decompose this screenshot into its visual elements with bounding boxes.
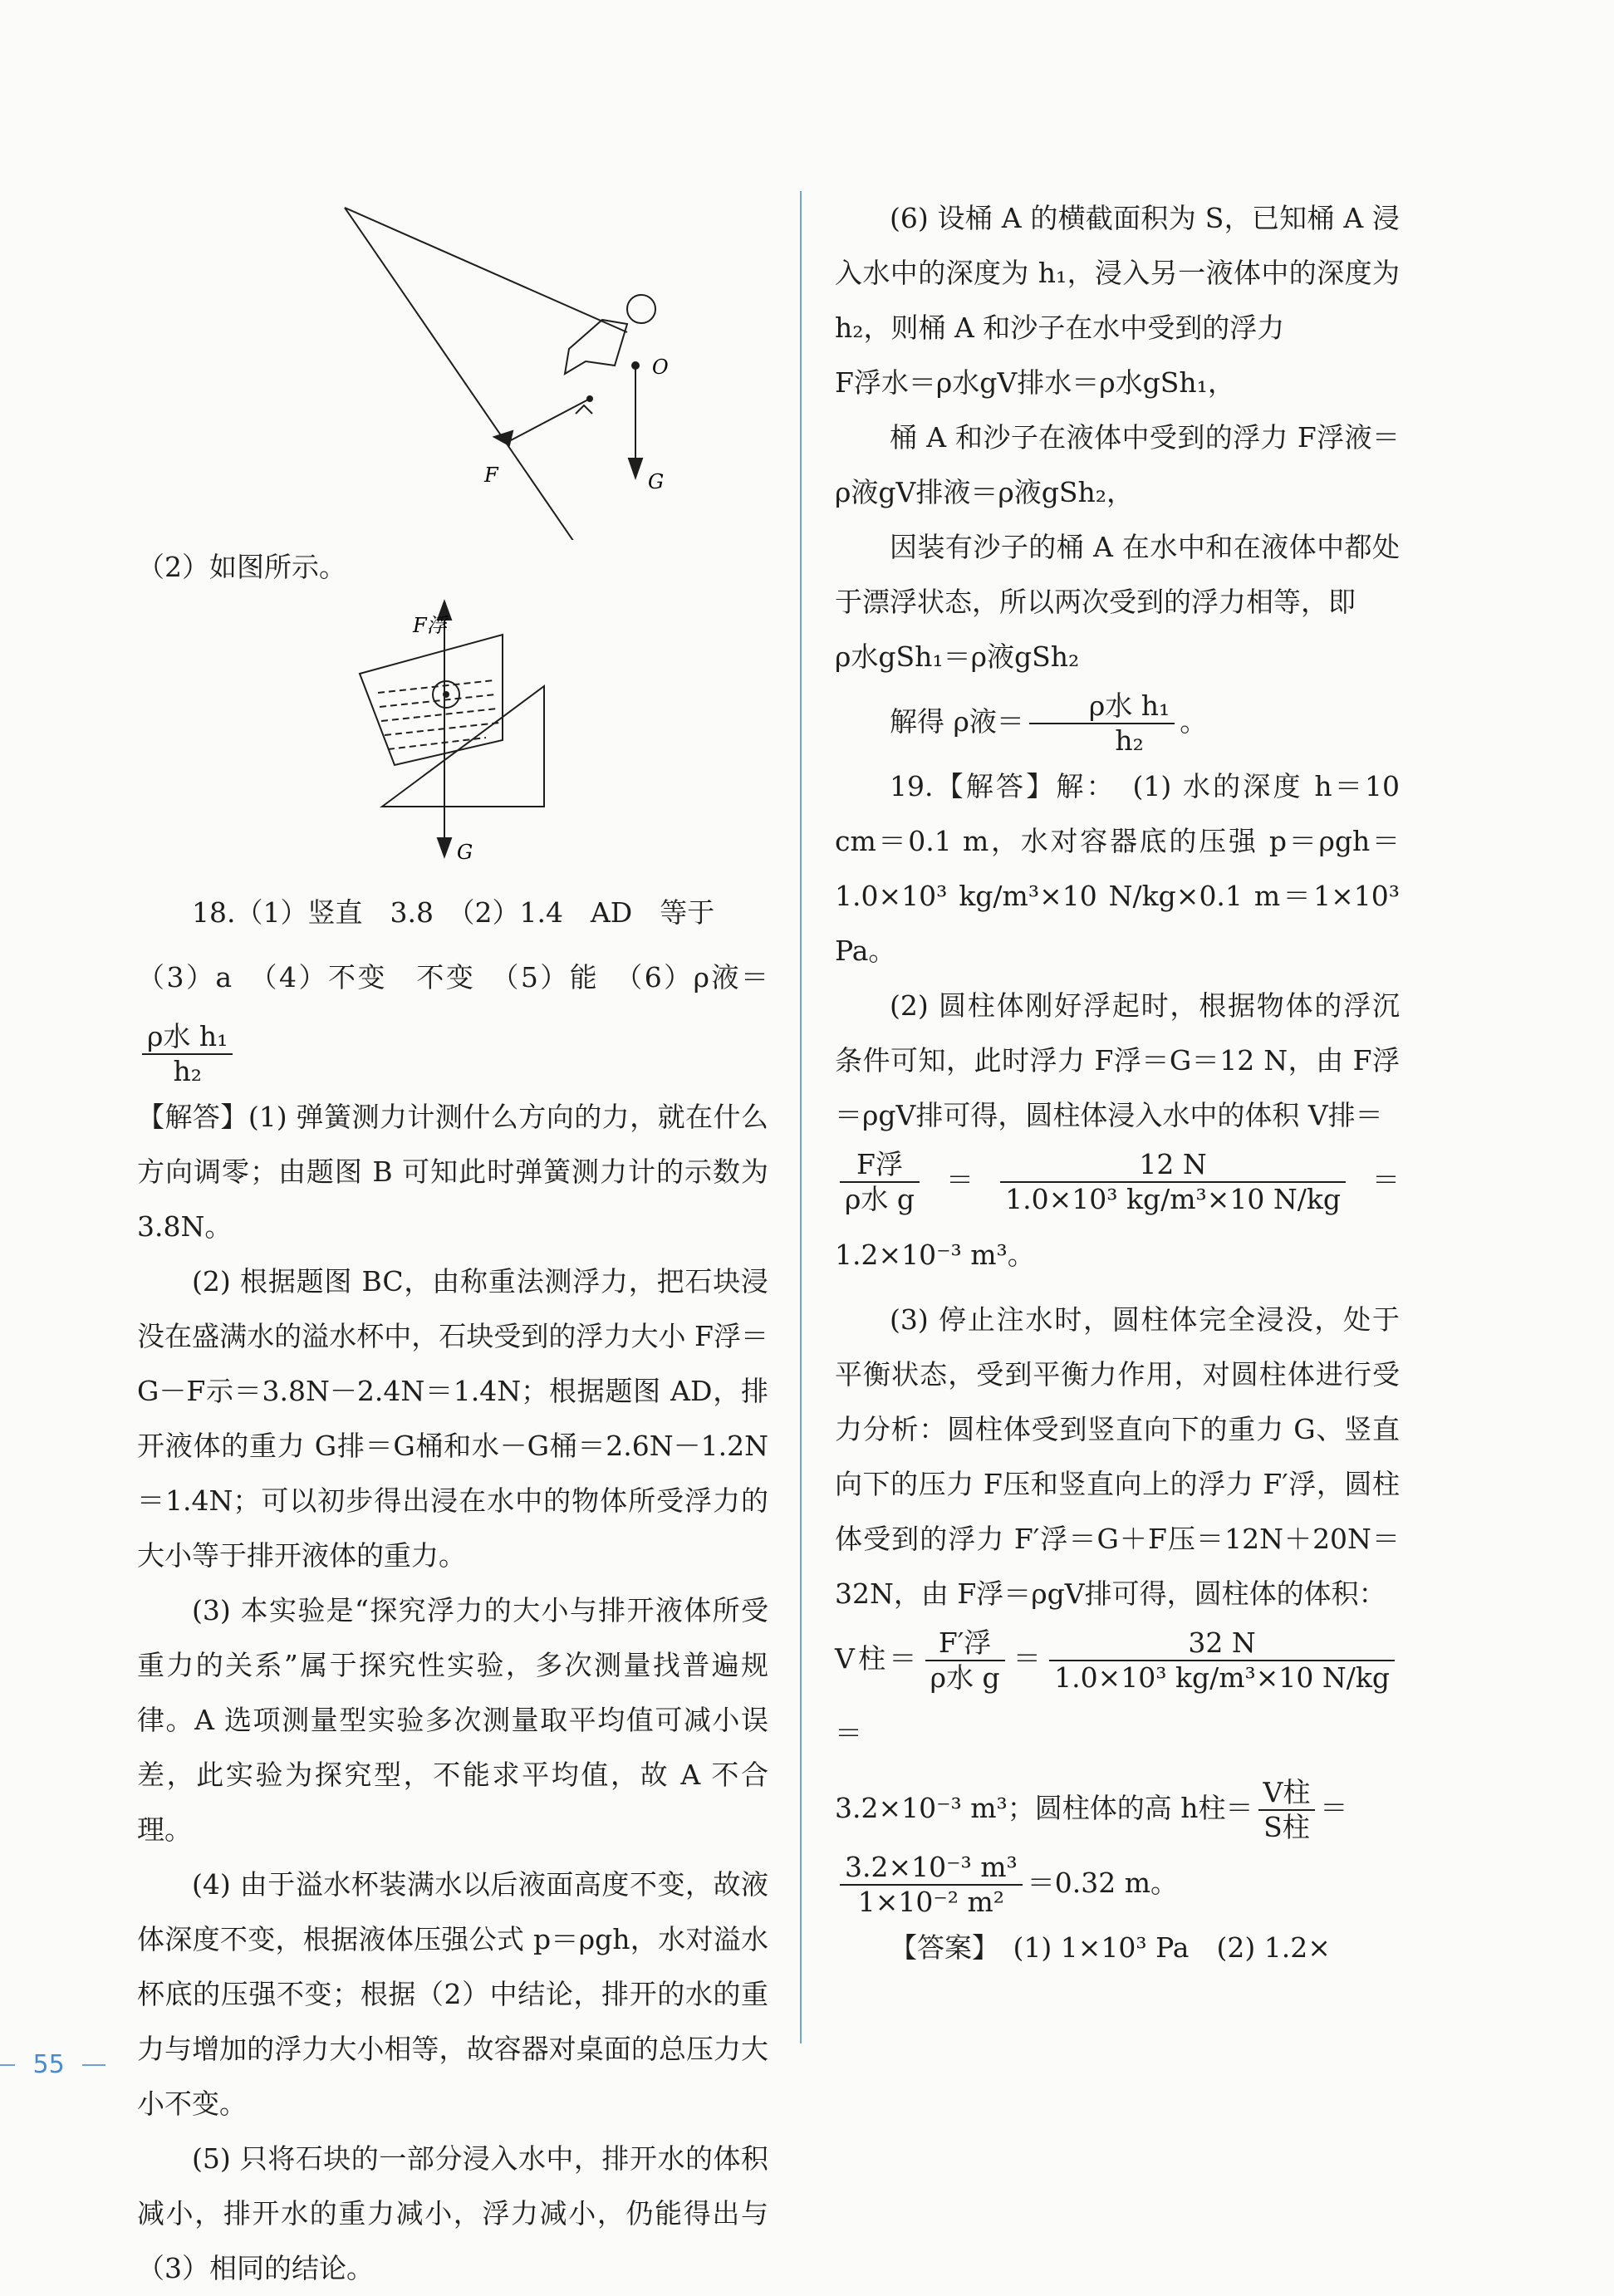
q18-solution-p6e: ρ水gSh₁＝ρ液gSh₂ <box>835 640 1080 673</box>
q18-answer-line2-prefix: （3）a （4）不变 不变 （5）能 （6）ρ液＝ <box>137 961 768 993</box>
label-o: O <box>652 356 669 379</box>
q18-solution-p6c: 桶 A 和沙子在液体中受到的浮力 F浮液＝ρ液gV排液＝ρ液gSh₂， <box>835 421 1400 508</box>
eq3-fraction1 <box>925 1626 1005 1695</box>
q18-solution-p4: (4) 由于溢水杯装满水以后液面高度不变，故液体深度不变，根据液体压强公式 p＝ρgh，水对溢水杯底的压强不变；根据（2）中结论，排开的水的重力与增加的浮力大小相等，故容器对桌面的总压力大小不变。 <box>137 1868 768 2120</box>
q19-p3: (3) 停止注水时，圆柱体完全浸没，处于平衡状态，受到平衡力作用，对圆柱体进行受力分析：圆柱体受到竖直向下的重力 G、竖直向下的压力 F压和竖直向上的浮力 F′浮，圆柱体受到的浮力 F′浮＝G＋F压＝12N＋20N＝32N，由 F浮＝ρgV排可得，圆柱体的体积： <box>835 1303 1400 1610</box>
footer-dash-right <box>82 2064 105 2066</box>
q19-eq5 <box>835 1846 1400 1921</box>
q18-solution-p6b: F浮水＝ρ水gV排水＝ρ水gSh₁， <box>835 366 1235 399</box>
figure-cup-on-slope <box>137 595 768 877</box>
fraction-denominator: h₂ <box>1115 724 1144 757</box>
fraction-denominator: h₂ <box>173 1055 202 1087</box>
fraction-numerator: 12 N <box>1000 1148 1346 1183</box>
label-f-float: F浮 <box>413 614 447 637</box>
q18-answer-line2 <box>137 940 768 1090</box>
p6f-prefix: 解得 ρ液＝ <box>890 705 1024 738</box>
fraction-numerator: F浮 <box>840 1148 920 1183</box>
eq2-result: ＝1.2×10⁻³ m³。 <box>835 1164 1401 1271</box>
page-number: 55 <box>32 2049 65 2079</box>
p6f-suffix: 。 <box>1180 705 1208 738</box>
q19-eq3: V柱＝ $\frac{\text{F′浮}}{\text{ρ水 g}}$ ＝ $\frac{32 N}{\text{1.0×10³ kg/m³×10 N/kg}}$ ＝ <box>835 1621 1400 1771</box>
fraction-numerator: 3.2×10⁻³ m³ <box>840 1851 1023 1886</box>
q18-solution-p5: (5) 只将石块的一部分浸入水中，排开水的体积减小，排开水的重力减小，浮力减小，仍能得出与（3）相同的结论。 <box>137 2142 768 2284</box>
q18-solution-p6a: (6) 设桶 A 的横截面积为 S，已知桶 A 浸入水中的深度为 h₁，浸入另一液体中的深度为 h₂，则桶 A 和沙子在水中受到的浮力 <box>835 202 1400 344</box>
eq4-tail: ＝ <box>1320 1792 1348 1824</box>
q18-answer-fraction <box>142 1020 233 1088</box>
pivot-point-o <box>631 361 640 370</box>
fraction-numerator: F′浮 <box>925 1626 1005 1661</box>
fraction-numerator: V柱 <box>1258 1776 1316 1811</box>
fraction-denominator: 1×10⁻² m² <box>857 1886 1005 1918</box>
right-column <box>835 191 1400 1975</box>
q18-solution-p1: 【解答】(1) 弹簧测力计测什么方向的力，就在什么方向调零；由题图 B 可知此时弹簧测力计的示数为 3.8N。 <box>137 1101 768 1243</box>
eq3-lhs: V柱＝ <box>835 1642 920 1675</box>
fraction-numerator: ρ水 h₁ <box>1029 689 1175 724</box>
eq5-result: ＝0.32 m。 <box>1027 1867 1179 1899</box>
fraction-denominator: S柱 <box>1263 1811 1310 1843</box>
fraction-denominator: ρ水 g <box>845 1183 915 1215</box>
label-f: F <box>484 464 498 487</box>
q19-p1: 19.【解答】解： (1) 水的深度 h＝10 cm＝0.1 m，水对容器底的压强 p＝ρgh＝1.0×10³ kg/m³×10 N/kg×0.1 m＝1×10³ Pa。 <box>835 770 1400 967</box>
figure-lever-diagram <box>137 191 768 540</box>
label-g: G <box>648 470 665 493</box>
q19-eq2: $\frac{\text{F浮}}{\text{ρ水 g}}$ ＝ $\frac{12 N}{\text{1.0×10³ kg/m³×10 N/kg}}$ ＝1.2×10⁻³ m³。 <box>835 1148 1401 1271</box>
fraction-denominator: 1.0×10³ kg/m³×10 N/kg <box>1054 1661 1390 1694</box>
q19-answer: 【答案】 (1) 1×10³ Pa (2) 1.2× <box>890 1931 1331 1964</box>
page-number-footer <box>0 2043 105 2085</box>
eq2-fraction1 <box>840 1148 920 1216</box>
fraction-numerator: ρ水 h₁ <box>142 1020 233 1055</box>
fraction-denominator: ρ水 g <box>930 1661 1000 1694</box>
fraction-numerator: 32 N <box>1049 1626 1395 1661</box>
eq5-fraction <box>840 1851 1023 1919</box>
label-g2: G <box>457 841 473 864</box>
q18-solution-p6f <box>835 684 1400 759</box>
eq2-fraction2 <box>1000 1148 1346 1216</box>
eq4-fraction <box>1258 1776 1316 1844</box>
q18-solution-p6d: 因装有沙子的桶 A 在水中和在液体中都处于漂浮状态，所以两次受到的浮力相等，即 <box>835 531 1400 618</box>
fraction-denominator: 1.0×10³ kg/m³×10 N/kg <box>1005 1183 1341 1215</box>
q18-answer-line1: 18.（1）竖直 3.8 （2）1.4 AD 等于 <box>192 896 715 929</box>
left-column <box>137 191 768 2296</box>
q19-p2: (2) 圆柱体刚好浮起时，根据物体的浮沉条件可知，此时浮力 F浮＝G＝12 N，由 F浮＝ρgV排可得，圆柱体浸入水中的体积 V排＝ <box>835 989 1400 1131</box>
q19-eq4 <box>835 1771 1400 1846</box>
eq4-prefix: 3.2×10⁻³ m³；圆柱体的高 h柱＝ <box>835 1792 1253 1824</box>
q18-solution-p2: (2) 根据题图 BC，由称重法测浮力，把石块浸没在盛满水的溢水杯中，石块受到的浮力大小 F浮＝G－F示＝3.8N－2.4N＝1.4N；根据题图 AD，排开液体的重力 G排＝G桶和水－G桶＝2.6N－1.2N＝1.4N；可以初步得出浸在水中的物体所受浮力的大小等于排开液体的重力。 <box>137 1265 768 1572</box>
figure2-caption: （2）如图所示。 <box>137 551 346 583</box>
p6f-fraction <box>1029 689 1175 758</box>
eq3-tail: ＝ <box>835 1717 862 1749</box>
column-divider <box>800 191 802 2043</box>
q18-solution-p3: (3) 本实验是“探究浮力的大小与排开液体所受重力的关系”属于探究性实验，多次测量找普遍规律。A 选项测量型实验多次测量取平均值可减小误差，此实验为探究型，不能求平均值，故 A 不合理。 <box>137 1594 768 1846</box>
eq3-fraction2 <box>1049 1626 1395 1695</box>
footer-dash-left <box>0 2064 15 2066</box>
